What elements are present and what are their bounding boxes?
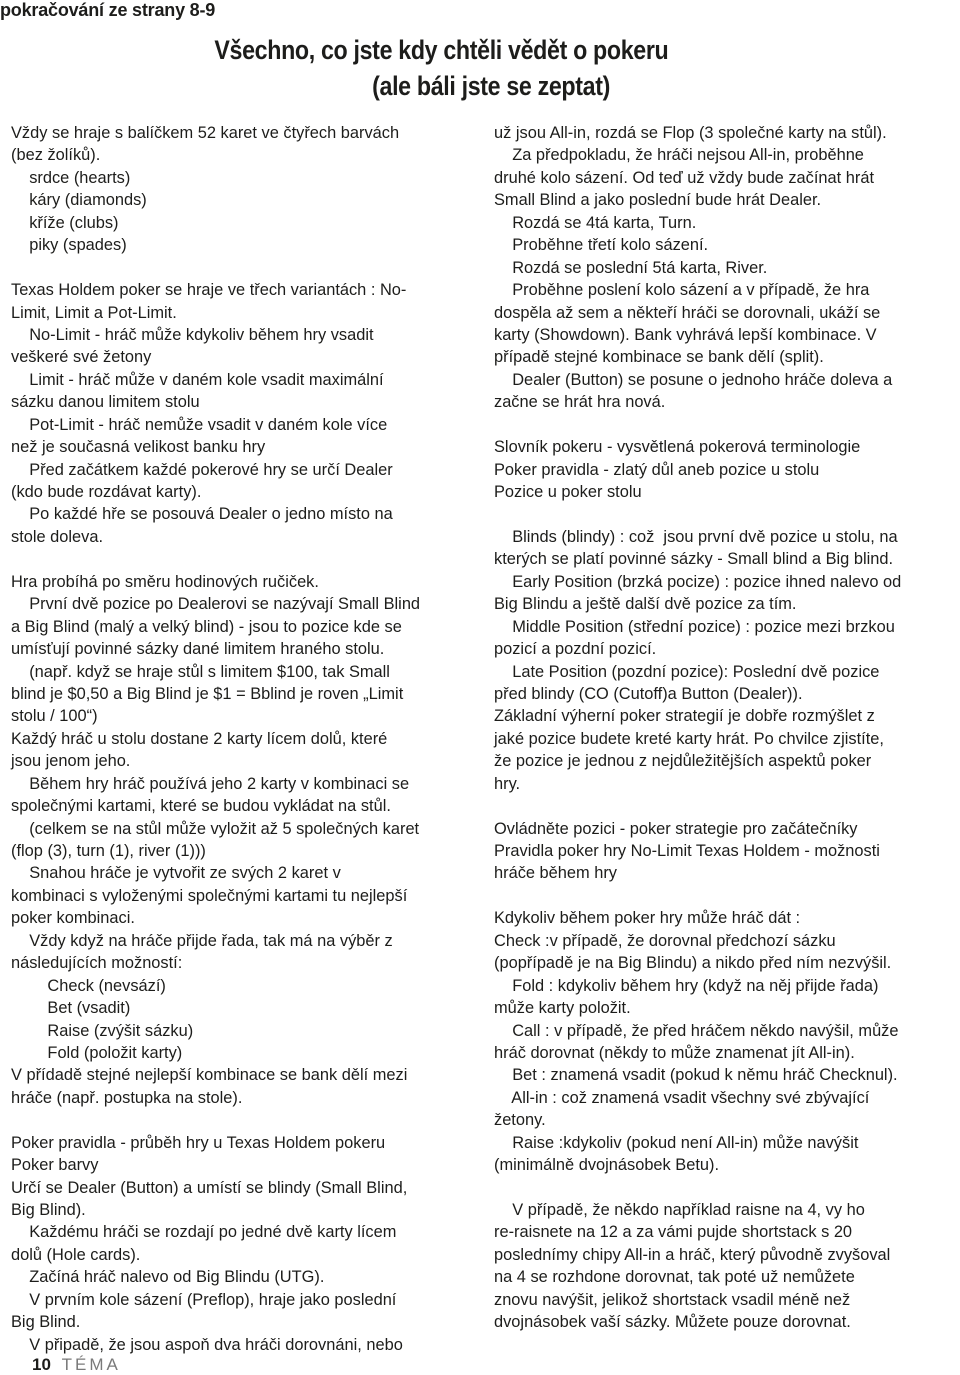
text-line: na 4 se rozhdone dorovnat, tak poté už nemůžete bbox=[494, 1268, 855, 1287]
text-line: hry. bbox=[494, 774, 521, 793]
text-line: Pot-Limit - hráč nemůže vsadit v daném kole více bbox=[11, 415, 388, 434]
text-line: sázku danou limitem stolu bbox=[11, 393, 200, 412]
text-line: Vždy když na hráče přijde řada, tak má na výběr z bbox=[11, 931, 393, 950]
text-line: Rozdá se 4tá karta, Turn. bbox=[494, 213, 697, 232]
text-line: (celkem se na stůl může vyložit až 5 společných karet bbox=[11, 819, 420, 838]
text-line: případě stejné kombinace se bank dělí (split). bbox=[494, 348, 824, 367]
text-line: Middle Position (střední pozice) : pozice mezi brzkou bbox=[494, 617, 895, 636]
text-line: Proběhne poslení kolo sázení a v případě, že hra bbox=[494, 281, 870, 300]
text-line: Raise :kdykoliv (pokud není All-in) může navýšit bbox=[494, 1133, 859, 1152]
text-line: Fold (položit karty) bbox=[11, 1043, 183, 1062]
text-line: Hra probíhá po směru hodinových ručiček. bbox=[11, 572, 319, 591]
text-line: dospěla až sem a někteří hráči se dorovnali, ukáží se bbox=[494, 303, 881, 322]
text-line: Ovládněte pozici - poker strategie pro začátečníky bbox=[494, 819, 858, 838]
text-line: Rozdá se poslední 5tá karta, River. bbox=[494, 258, 768, 277]
text-line: piky (spades) bbox=[11, 236, 127, 255]
text-line: V případě, že někdo například raisne na 4, vy ho bbox=[494, 1201, 865, 1219]
text-line: stole doleva. bbox=[11, 527, 104, 546]
text-line: Určí se Dealer (Button) a umístí se blindy (Small Blind, bbox=[11, 1178, 408, 1197]
text-line: srdce (hearts) bbox=[11, 168, 131, 187]
blank-line bbox=[11, 548, 473, 570]
title-line-1: Všechno, co jste kdy chtěli vědět o pokeru bbox=[214, 35, 669, 65]
article-title bbox=[214, 32, 669, 104]
blank-line bbox=[494, 503, 956, 525]
text-line: Texas Holdem poker se hraje ve třech variantách : No- bbox=[11, 281, 407, 300]
text-line: pozicí a pozdní pozicí. bbox=[494, 640, 657, 659]
text-line: může karty položit. bbox=[494, 999, 631, 1018]
text-line: před blindy (CO (Cutoff)a Button (Dealer)). bbox=[494, 684, 803, 703]
text-line: Big Blind. bbox=[11, 1313, 81, 1332]
text-line: Raise (zvýšit sázku) bbox=[11, 1021, 194, 1040]
text-line: Pravidla poker hry No-Limit Texas Holdem - možnosti bbox=[494, 842, 880, 860]
left-column bbox=[11, 122, 473, 1356]
text-line: jsou jenom jeho. bbox=[11, 752, 131, 771]
text-line: že pozice je jednou z nejdůležitějších aspektů poker bbox=[494, 752, 872, 771]
text-line: Vždy se hraje s balíčkem 52 karet ve čtyřech barvách bbox=[11, 124, 400, 142]
text-line: kříže (clubs) bbox=[11, 213, 119, 232]
text-line: Pozice u poker stolu bbox=[494, 483, 642, 501]
text-line: znovu navýšit, jelikož shortstack vsadil méně než bbox=[494, 1290, 851, 1309]
text-line: (popřípadě je na Big Blindu) a nikdo před ním nezvýšil. bbox=[494, 954, 892, 973]
text-line: následujících možností: bbox=[11, 954, 183, 973]
text-line: (bez žolíků). bbox=[11, 146, 101, 165]
blank-line bbox=[494, 414, 956, 436]
text-line: stolu / 100“) bbox=[11, 707, 98, 726]
text-line: hráče během hry bbox=[494, 864, 617, 883]
text-line: Bet (vsadit) bbox=[11, 999, 131, 1018]
text-line: už jsou All-in, rozdá se Flop (3 společné karty na stůl). bbox=[494, 124, 887, 142]
text-line: kombinaci s vyloženými společnými kartami tu nejlepší bbox=[11, 886, 408, 905]
text-line: společnými kartami, které se budou vykládat na stůl. bbox=[11, 797, 391, 816]
text-line: kterých se platí povinné sázky - Small blind a Big blind. bbox=[494, 550, 894, 569]
text-line: Bet : znamená vsadit (pokud k němu hráč Checknul). bbox=[494, 1066, 898, 1085]
continuation-label: pokračování ze strany 8-9 bbox=[0, 0, 216, 20]
blank-line bbox=[494, 885, 956, 907]
text-line: jaké pozice budete kreté karty hrát. Po chvilce zjistíte, bbox=[494, 729, 884, 748]
text-line: Big Blind). bbox=[11, 1201, 86, 1219]
text-line: Limit - hráč může v daném kole vsadit maximální bbox=[11, 370, 384, 389]
text-line: Každému hráči se rozdají po jedné dvě karty lícem bbox=[11, 1223, 397, 1242]
text-line: Kdykoliv během poker hry může hráč dát : bbox=[494, 909, 801, 928]
text-line: začne se hrát hra nová. bbox=[494, 393, 666, 412]
right-column bbox=[494, 122, 956, 1334]
text-line: Během hry hráč používá jeho 2 karty v kombinaci se bbox=[11, 774, 410, 793]
text-line: (flop (3), turn (1), river (1))) bbox=[11, 842, 206, 860]
blank-line bbox=[494, 795, 956, 817]
text-line: Proběhne třetí kolo sázení. bbox=[494, 236, 709, 255]
text-line: Check (nevsází) bbox=[11, 976, 166, 995]
text-line: blind je $0,50 a Big Blind je $1 = Bblind je roven „Limit bbox=[11, 684, 404, 703]
text-line: dolů (Hole cards). bbox=[11, 1245, 141, 1264]
text-line: Snahou hráče je vytvořit ze svých 2 karet v bbox=[11, 864, 341, 883]
text-line: Poker pravidla - zlatý důl aneb pozice u stolu bbox=[494, 460, 820, 479]
text-line: Fold : kdykoliv během hry (když na něj přijde řada) bbox=[494, 976, 879, 995]
title-line-2: (ale báli jste se zeptat) bbox=[372, 71, 610, 101]
section-label: TÉMA bbox=[61, 1355, 121, 1374]
text-line: Limit, Limit a Pot-Limit. bbox=[11, 303, 177, 322]
text-line: než je současná velikost banku hry bbox=[11, 438, 266, 457]
text-line: a Big Blind (malý a velký blind) - jsou to pozice kde se bbox=[11, 617, 402, 636]
text-line: Small Blind a jako poslední bude hrát Dealer. bbox=[494, 191, 822, 210]
text-line: karty (Showdown). Bank vyhrává lepší kombinace. V bbox=[494, 325, 877, 344]
text-line: Začíná hráč nalevo od Big Blindu (UTG). bbox=[11, 1268, 325, 1287]
text-line: Každý hráč u stolu dostane 2 karty lícem dolů, které bbox=[11, 729, 388, 748]
text-line: káry (diamonds) bbox=[11, 191, 147, 210]
text-line: Early Position (brzká pocize) : pozice ihned nalevo od bbox=[494, 572, 902, 591]
text-line: Základní výherní poker strategií je dobře rozmýšlet z bbox=[494, 707, 875, 726]
text-line: (kdo bude rozdávat karty). bbox=[11, 483, 202, 501]
text-line: Před začátkem každé pokerové hry se určí Dealer bbox=[11, 460, 393, 479]
text-line: druhé kolo sázení. Od teď už vždy bude začínat hrát bbox=[494, 168, 874, 187]
blank-line bbox=[11, 1109, 473, 1131]
page-footer bbox=[32, 1355, 121, 1375]
text-line: Big Blindu a ještě další dvě pozice za tím. bbox=[494, 595, 797, 614]
text-line: hráč dorovnat (někdy to může znamenat jít All-in). bbox=[494, 1043, 855, 1062]
text-line: Dealer (Button) se posune o jednoho hráče doleva a bbox=[494, 370, 893, 389]
text-line: poslednímy chipy All-in a hráč, který původně zvyšoval bbox=[494, 1245, 891, 1264]
text-line: poker kombinaci. bbox=[11, 909, 135, 928]
text-line: Slovník pokeru - vysvětlená pokerová terminologie bbox=[494, 438, 861, 457]
text-line: Call : v případě, že před hráčem někdo navýšil, může bbox=[494, 1021, 899, 1040]
text-line: (např. když se hraje stůl s limitem $100, tak Small bbox=[11, 662, 390, 681]
text-line: V připadě, že jsou aspoň dva hráči dorovnáni, nebo bbox=[11, 1335, 403, 1354]
text-line: No-Limit - hráč může kdykoliv během hry vsadit bbox=[11, 325, 374, 344]
blank-line bbox=[494, 1177, 956, 1199]
text-line: re-raisnete na 12 a za vámi pujde shortstack s 20 bbox=[494, 1223, 853, 1242]
text-line: (minimálně dvojnásobek Betu). bbox=[494, 1156, 720, 1175]
text-line: Poker barvy bbox=[11, 1156, 99, 1175]
text-line: dvojnásobek vaší sázky. Můžete pouze dorovnat. bbox=[494, 1313, 851, 1332]
text-line: All-in : což znamená vsadit všechny své zbývající bbox=[494, 1088, 870, 1107]
text-line: veškeré své žetony bbox=[11, 348, 152, 367]
page-number: 10 bbox=[32, 1355, 51, 1374]
blank-line bbox=[11, 257, 473, 279]
text-line: V přídadě stejné nejlepší kombinace se bank dělí mezi bbox=[11, 1066, 408, 1085]
text-line: Late Position (pozdní pozice): Poslední dvě pozice bbox=[494, 662, 880, 681]
text-line: umísťují povinné sázky dané limitem hraného stolu. bbox=[11, 640, 385, 659]
text-line: Poker pravidla - průběh hry u Texas Holdem pokeru bbox=[11, 1133, 386, 1152]
text-line: žetony. bbox=[494, 1111, 546, 1130]
text-line: Blinds (blindy) : což jsou první dvě pozice u stolu, na bbox=[494, 527, 898, 546]
text-line: Po každé hře se posouvá Dealer o jedno místo na bbox=[11, 505, 393, 524]
text-line: Za předpokladu, že hráči nejsou All-in, proběhne bbox=[494, 146, 864, 165]
text-line: První dvě pozice po Dealerovi se nazývají Small Blind bbox=[11, 595, 421, 614]
text-line: V prvním kole sázení (Preflop), hraje jako poslední bbox=[11, 1290, 397, 1309]
text-line: Check :v případě, že dorovnal předchozí sázku bbox=[494, 931, 836, 950]
text-line: hráče (např. postupka na stole). bbox=[11, 1088, 243, 1107]
